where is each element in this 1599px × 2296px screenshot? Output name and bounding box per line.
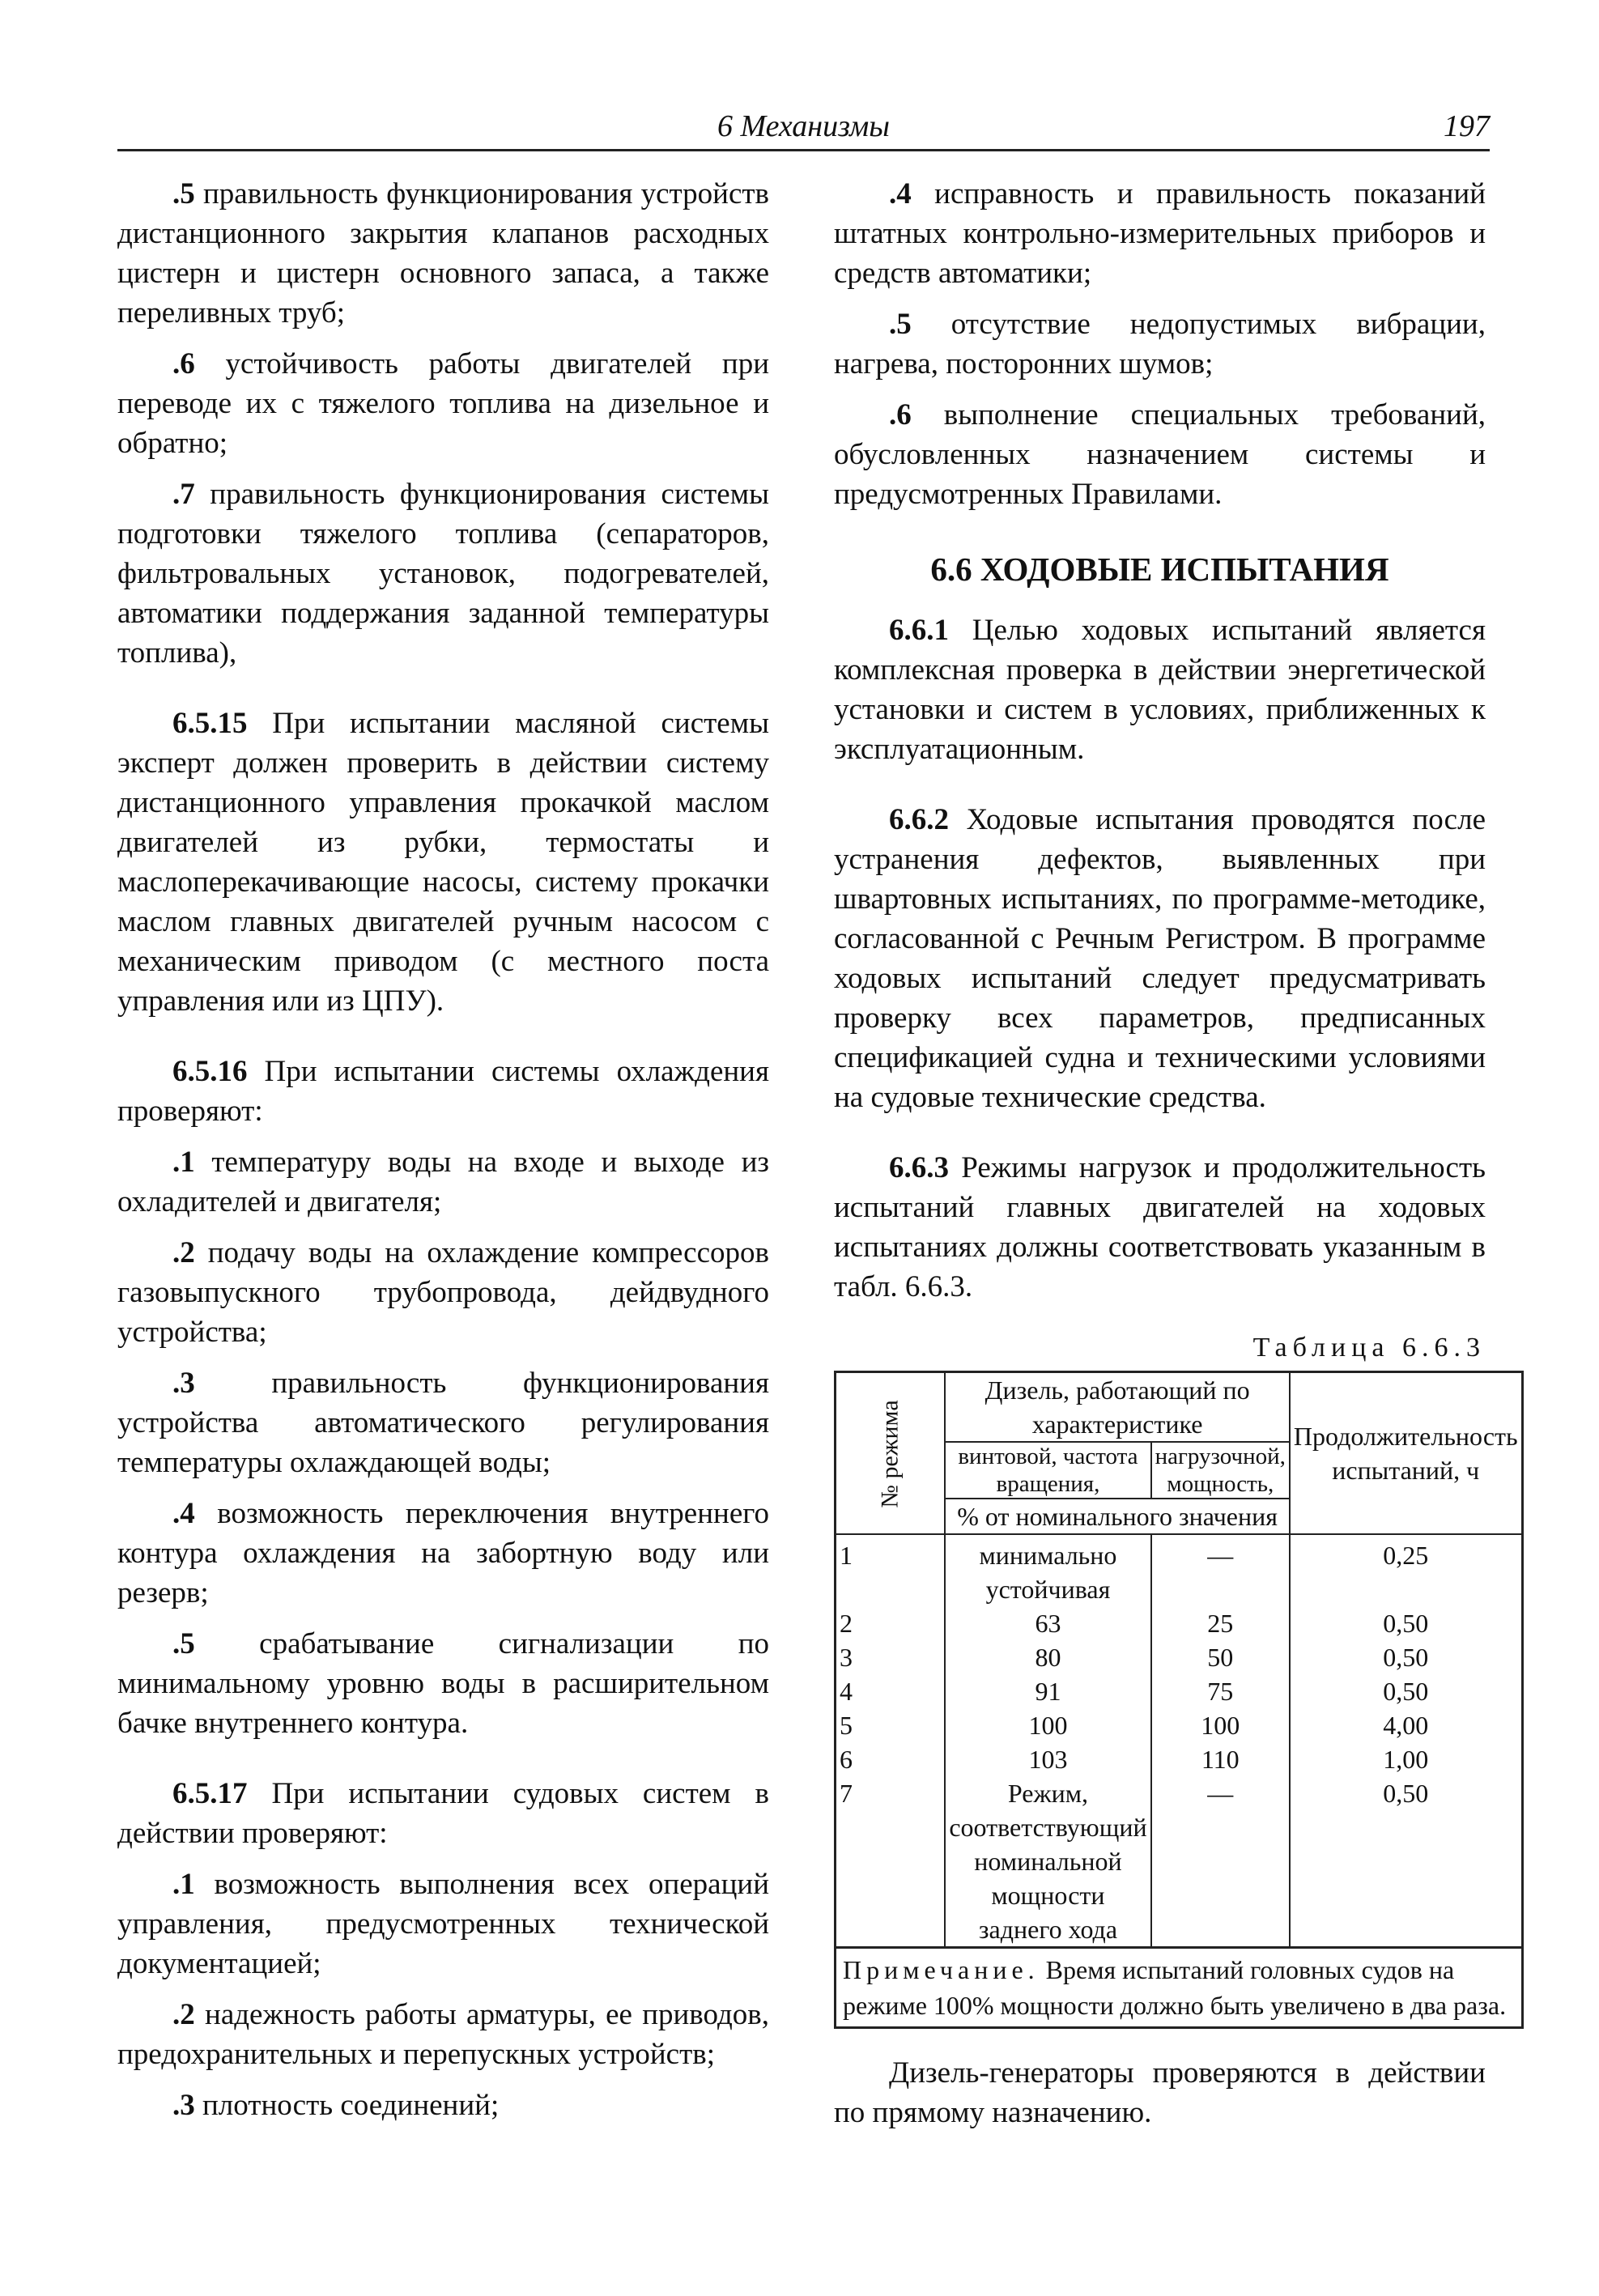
table-row: 2 63 25 0,50 bbox=[836, 1606, 1523, 1640]
page-number: 197 bbox=[1444, 109, 1490, 143]
page-header bbox=[117, 108, 1490, 151]
column-header-duration: Продолжительность испытаний, ч bbox=[1290, 1372, 1522, 1535]
table-row: 5 100 100 4,00 bbox=[836, 1708, 1523, 1742]
paragraph: .4 возможность переключения внутреннего контура охлаждения на забортную воду или резерв; bbox=[117, 1497, 769, 1609]
clause-6-6-2: 6.6.2 Ходовые испытания проводятся после устранения дефектов, выявленных при швартовных испытаниях, по программе-методике, согласованной с Речным Регистром. В программе ходовых испытаний следует предусматривать проверку всех параметров, предписанных спецификацией судна и техническими условиями на судовые технические средства. bbox=[834, 803, 1486, 1114]
clause-6-6-3: 6.6.3 Режимы нагрузок и продолжительность испытаний главных двигателей на ходовых испытаниях должны соответствовать указанным в табл. 6.6.3. bbox=[834, 1151, 1486, 1303]
column-header-speed: винтовой, частота вращения, bbox=[945, 1442, 1150, 1499]
left-column bbox=[117, 174, 769, 2137]
table-note: Примечание. Время испытаний головных судов на режиме 100% мощности должно быть увеличено в два раза. bbox=[836, 1948, 1523, 2028]
paragraph: .2 надежность работы арматуры, ее приводов, предохранительных и перепускных устройств; bbox=[117, 1998, 769, 2071]
paragraph: .3 правильность функционирования устройства автоматического регулирования температуры охлаждающей воды; bbox=[117, 1367, 769, 1479]
table-row: 1 минимально устойчивая — 0,25 bbox=[836, 1534, 1523, 1606]
paragraph: .4 исправность и правильность показаний штатных контрольно-измерительных приборов и средств автоматики; bbox=[834, 177, 1486, 290]
right-column bbox=[834, 174, 1518, 2144]
paragraph: .3 плотность соединений; bbox=[172, 2089, 500, 2122]
paragraph: .5 срабатывание сигнализации по минимальному уровню воды в расширительном бачке внутреннего контура. bbox=[117, 1627, 769, 1740]
paragraph: .1 возможность выполнения всех операций управления, предусмотренных технической документацией; bbox=[117, 1868, 769, 1980]
column-header-power: нагрузочной, мощность, bbox=[1151, 1442, 1290, 1499]
paragraph: .5 правильность функционирования устройств дистанционного закрытия клапанов расходных цистерн и цистерн основного запаса, а также переливных труб; bbox=[117, 177, 769, 330]
clause-6-5-17: 6.5.17 При испытании судовых систем в действии проверяют: bbox=[117, 1777, 769, 1850]
table-note-row bbox=[836, 1948, 1523, 2028]
running-title: 6 Механизмы bbox=[717, 109, 891, 143]
table-row: 7 Режим, соответствующий номинальной мощности заднего хода — 0,50 bbox=[836, 1776, 1523, 1948]
test-modes-table bbox=[834, 1371, 1524, 2029]
table-row: 6 103 110 1,00 bbox=[836, 1742, 1523, 1776]
paragraph: .7 правильность функционирования системы подготовки тяжелого топлива (сепараторов, фильтровальных установок, подогревателей, автоматики поддержания заданной температуры топлива), bbox=[117, 478, 769, 670]
section-heading: 6.6 ХОДОВЫЕ ИСПЫТАНИЯ bbox=[930, 551, 1389, 588]
paragraph: .6 устойчивость работы двигателей при переводе их с тяжелого топлива на дизельное и обратно; bbox=[117, 347, 769, 460]
paragraph: .5 отсутствие недопустимых вибрации, нагрева, посторонних шумов; bbox=[834, 308, 1486, 381]
clause-6-5-16: 6.5.16 При испытании системы охлаждения проверяют: bbox=[117, 1055, 769, 1128]
column-header-percent: % от номинального значения bbox=[945, 1499, 1290, 1534]
clause-6-6-1: 6.6.1 Целью ходовых испытаний является комплексная проверка в действии энергетической установки и систем в условиях, приближенных к эксплуатационным. bbox=[834, 614, 1486, 766]
closing-paragraph: Дизель-генераторы проверяются в действии по прямому назначению. bbox=[834, 2056, 1486, 2129]
table-caption: Таблица 6.6.3 bbox=[1252, 1333, 1486, 1363]
paragraph: .2 подачу воды на охлаждение компрессоров газовыпускного трубопровода, дейдвудного устройства; bbox=[117, 1236, 769, 1349]
clause-6-5-15: 6.5.15 При испытании масляной системы эксперт должен проверить в действии систему дистанционного управления прокачкой маслом двигателей из рубки, термостаты и маслоперекачивающие насосы, систему прокачки маслом главных двигателей ручным насосом с механическим приводом (с местного поста управления или из ЦПУ). bbox=[117, 707, 769, 1018]
column-header-diesel: Дизель, работающий по характеристике bbox=[945, 1372, 1290, 1443]
table-row: 4 91 75 0,50 bbox=[836, 1674, 1523, 1708]
paragraph: .6 выполнение специальных требований, обусловленных назначением системы и предусмотренных Правилами. bbox=[834, 398, 1486, 511]
table-row: 3 80 50 0,50 bbox=[836, 1640, 1523, 1674]
column-header-mode: № режима bbox=[836, 1372, 946, 1535]
paragraph: .1 температуру воды на входе и выходе из охладителей и двигателя; bbox=[117, 1146, 769, 1218]
